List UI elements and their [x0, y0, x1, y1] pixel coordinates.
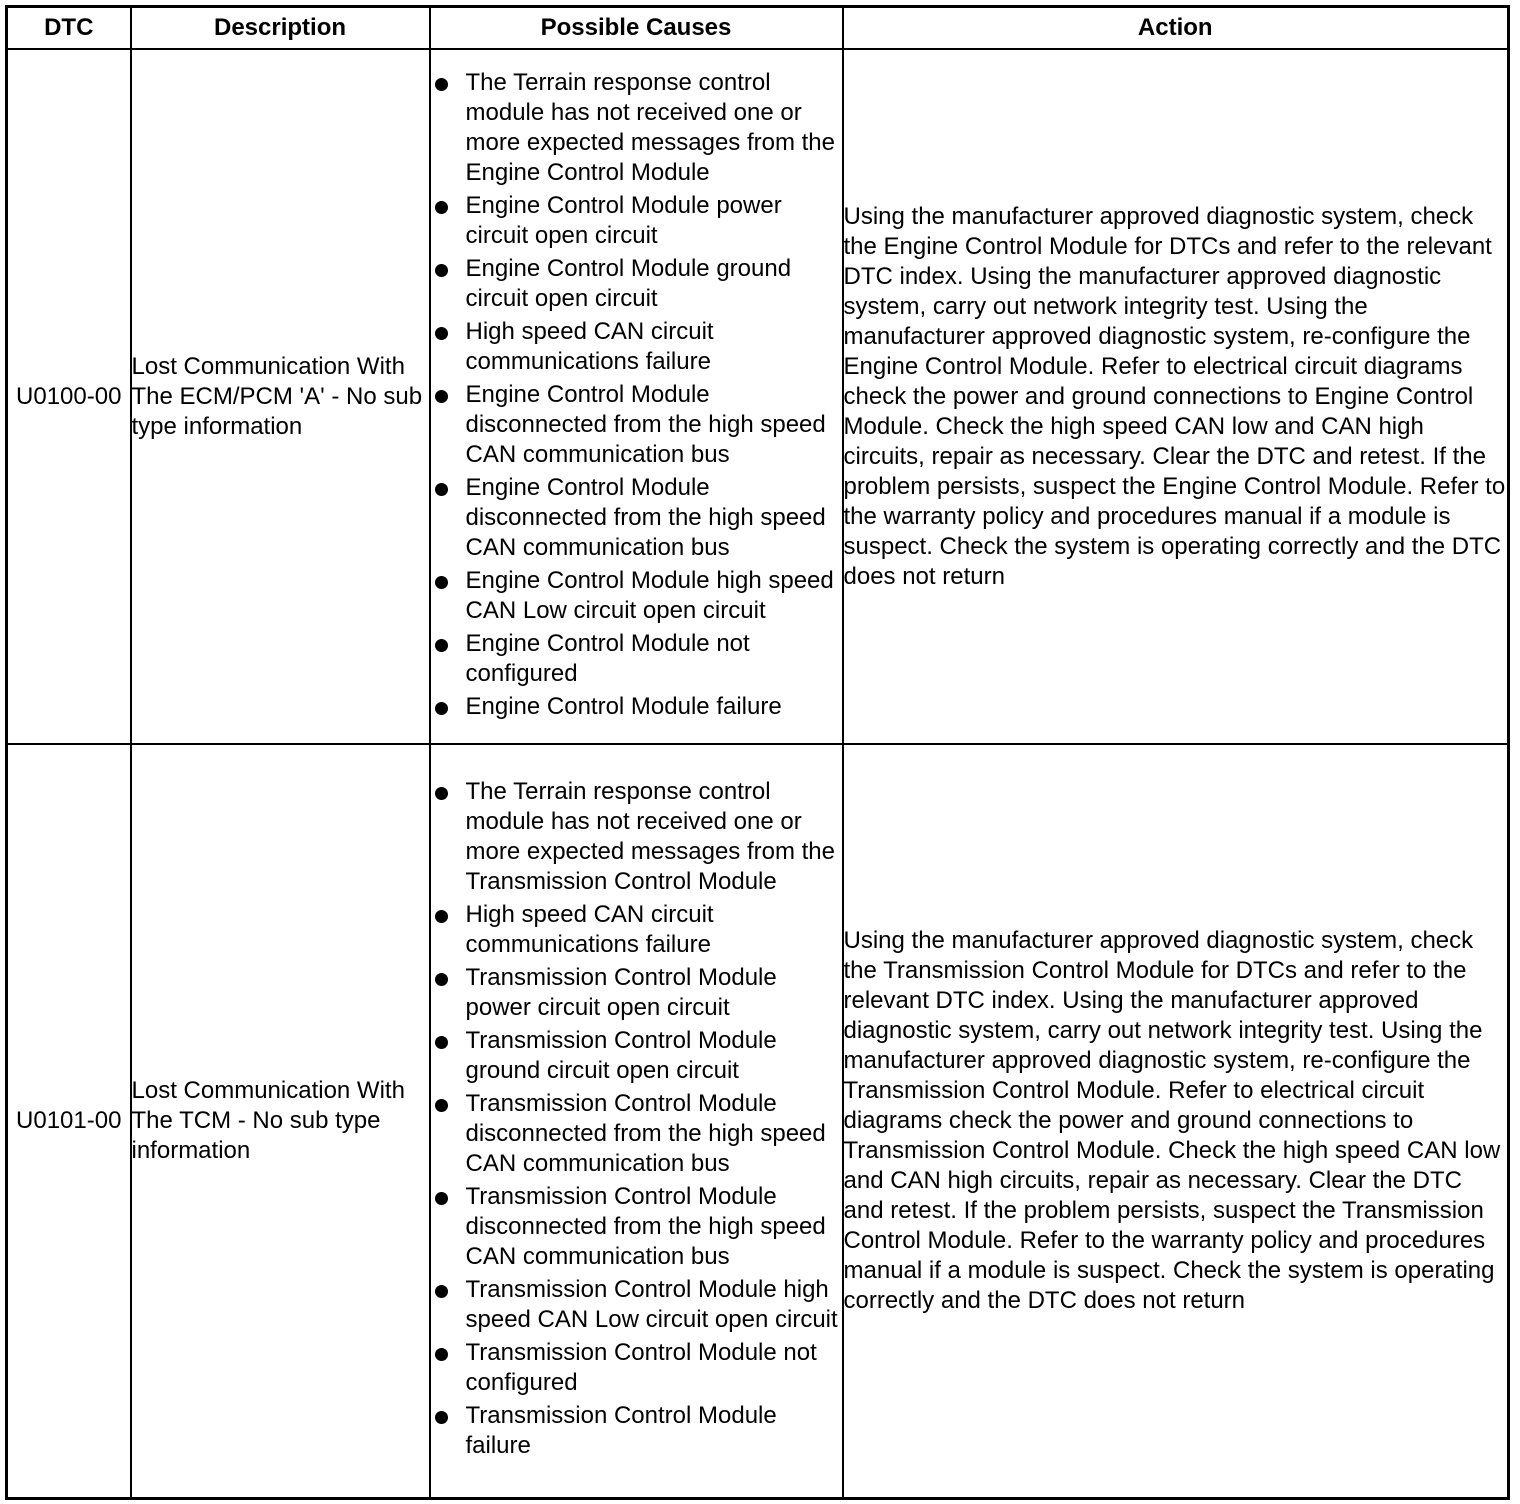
bullet-icon: [435, 483, 448, 496]
bullet-icon: [435, 973, 448, 986]
dtc-description: Lost Communication With The TCM - No sub type information: [131, 744, 430, 1498]
bullet-icon: [435, 1411, 448, 1424]
possible-causes-cell: [430, 49, 843, 744]
bullet-icon: [435, 576, 448, 589]
table-header: [7, 7, 1509, 50]
cause-text: Transmission Control Module ground circuit open circuit: [465, 1027, 777, 1085]
bullet-icon: [435, 639, 448, 652]
causes-list: [431, 68, 842, 722]
bullet-icon: [435, 1285, 448, 1298]
cause-item: [431, 191, 842, 251]
cause-text: Engine Control Module failure: [465, 693, 782, 720]
cause-text: Engine Control Module disconnected from the high speed CAN communication bus: [465, 381, 826, 468]
cause-item: [431, 900, 842, 960]
cause-item: [431, 692, 842, 722]
header-dtc: DTC: [7, 7, 131, 50]
dtc-code: U0101-00: [7, 744, 131, 1498]
dtc-description: Lost Communication With The ECM/PCM 'A' - No sub type information: [131, 49, 430, 744]
causes-list: [431, 777, 842, 1461]
cause-text: High speed CAN circuit communications failure: [465, 318, 714, 375]
cause-item: [431, 963, 842, 1023]
cause-text: Transmission Control Module not configured: [465, 1339, 817, 1397]
dtc-table: [5, 5, 1510, 1500]
cause-item: [431, 1275, 842, 1335]
bullet-icon: [435, 78, 448, 91]
cause-text: Engine Control Module high speed CAN Low circuit open circuit: [465, 567, 834, 624]
cause-text: Transmission Control Module disconnected from the high speed CAN communication bus: [465, 1183, 826, 1271]
cause-text: High speed CAN circuit communications failure: [465, 901, 714, 959]
cause-item: [431, 1026, 842, 1086]
cause-item: [431, 629, 842, 689]
bullet-icon: [435, 1348, 448, 1361]
cause-text: Engine Control Module ground circuit open circuit: [465, 255, 792, 312]
header-row: [7, 7, 1509, 50]
cause-text: Engine Control Module power circuit open circuit: [465, 192, 782, 249]
bullet-icon: [435, 910, 448, 923]
cause-item: [431, 1089, 842, 1179]
bullet-icon: [435, 1036, 448, 1049]
cause-text: Transmission Control Module high speed CAN Low circuit open circuit: [465, 1276, 838, 1334]
bullet-icon: [435, 787, 448, 800]
cause-text: Transmission Control Module failure: [465, 1402, 777, 1460]
bullet-icon: [435, 201, 448, 214]
cause-text: Transmission Control Module power circuit open circuit: [465, 964, 777, 1022]
cause-item: [431, 777, 842, 897]
action-text: Using the manufacturer approved diagnostic system, check the Transmission Control Module for DTCs and refer to the relevant DTC index. Using the manufacturer approved diagnostic system, carry out network integrity test. Using the manufacturer approved diagnostic system, re-configure the Transmission Control Module. Refer to electrical circuit diagrams check the power and ground connections to Transmission Control Module. Check the high speed CAN low and CAN high circuits, repair as necessary. Clear the DTC and retest. If the problem persists, suspect the Transmission Control Module. Refer to the warranty policy and procedures manual if a module is suspect. Check the system is operating correctly and the DTC does not return: [843, 744, 1509, 1498]
bullet-icon: [435, 702, 448, 715]
cause-text: Engine Control Module not configured: [465, 630, 750, 687]
header-action: Action: [843, 7, 1509, 50]
cause-item: [431, 566, 842, 626]
bullet-icon: [435, 1192, 448, 1205]
bullet-icon: [435, 390, 448, 403]
cause-item: [431, 68, 842, 188]
bullet-icon: [435, 1099, 448, 1112]
action-text: Using the manufacturer approved diagnostic system, check the Engine Control Module for DTCs and refer to the relevant DTC index. Using the manufacturer approved diagnostic system, carry out network integrity test. Using the manufacturer approved diagnostic system, re-configure the Engine Control Module. Refer to electrical circuit diagrams check the power and ground connections to Engine Control Module. Check the high speed CAN low and CAN high circuits, repair as necessary. Clear the DTC and retest. If the problem persists, suspect the Engine Control Module. Refer to the warranty policy and procedures manual if a module is suspect. Check the system is operating correctly and the DTC does not return: [843, 49, 1509, 744]
bullet-icon: [435, 327, 448, 340]
cause-text: Engine Control Module disconnected from the high speed CAN communication bus: [465, 474, 826, 561]
cause-item: [431, 380, 842, 470]
cause-text: The Terrain response control module has not received one or more expected messages from the Engine Control Module: [465, 69, 836, 186]
cause-item: [431, 254, 842, 314]
header-description: Description: [131, 7, 430, 50]
possible-causes-cell: [430, 744, 843, 1498]
cause-item: [431, 473, 842, 563]
header-possible-causes: Possible Causes: [430, 7, 843, 50]
cause-text: The Terrain response control module has not received one or more expected messages from the Transmission Control Module: [465, 778, 836, 896]
table-row: [7, 744, 1509, 1498]
cause-item: [431, 317, 842, 377]
cause-text: Transmission Control Module disconnected from the high speed CAN communication bus: [465, 1090, 826, 1178]
cause-item: [431, 1401, 842, 1461]
cause-item: [431, 1182, 842, 1272]
dtc-code: U0100-00: [7, 49, 131, 744]
cause-item: [431, 1338, 842, 1398]
table-row: [7, 49, 1509, 744]
bullet-icon: [435, 264, 448, 277]
